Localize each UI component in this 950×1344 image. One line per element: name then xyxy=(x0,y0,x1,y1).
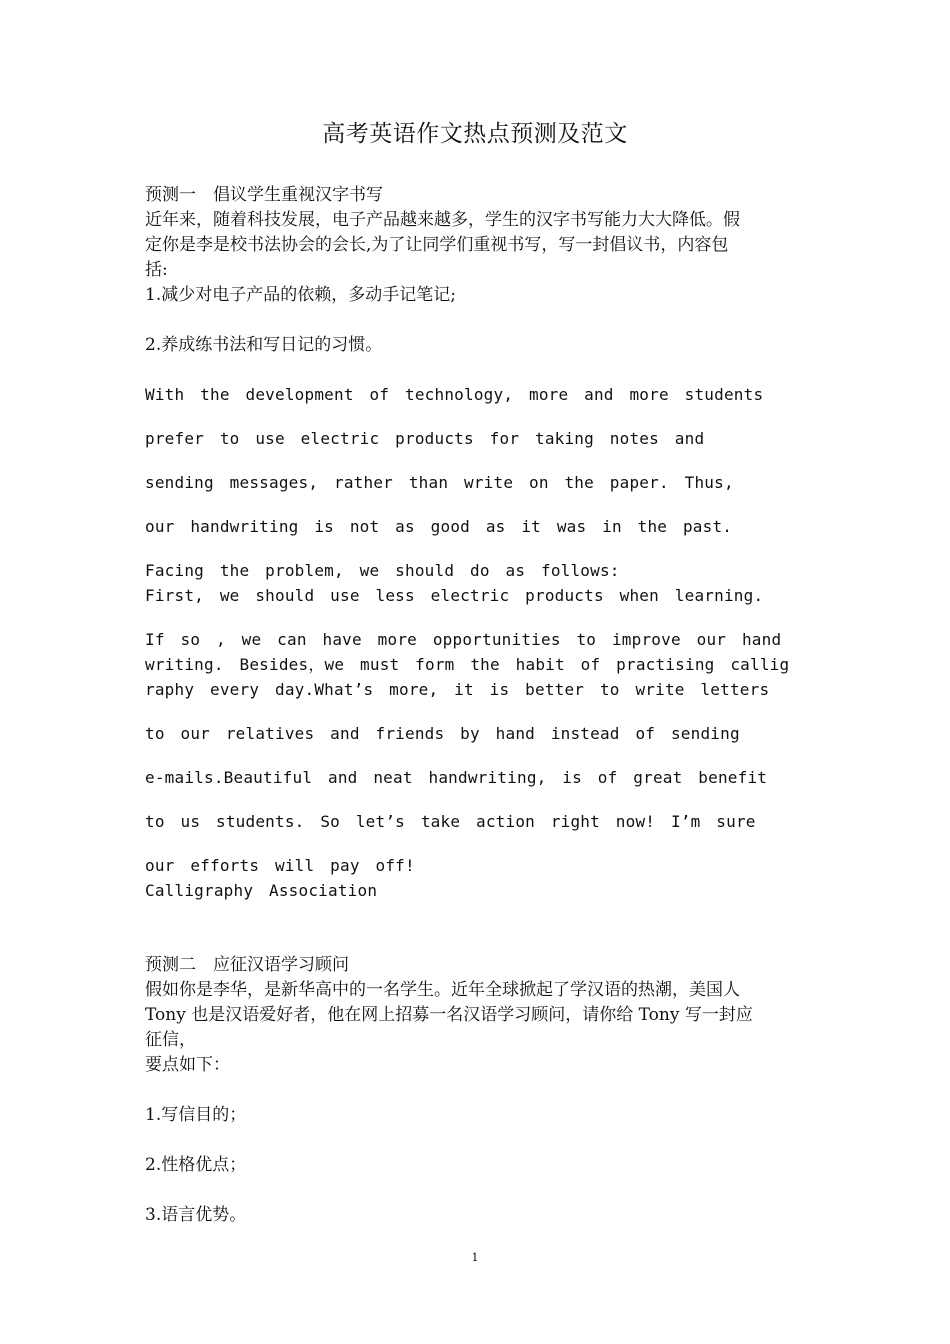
prompt-line: 定你是李是校书法协会的会长,为了让同学们重视书写，写一封倡议书，内容包 xyxy=(145,235,729,255)
requirement-point: 1.写信目的； xyxy=(145,1105,247,1125)
prompt-line: 假如你是李华，是新华高中的一名学生。近年全球掀起了学汉语的热潮，美国人 xyxy=(145,980,740,1000)
requirement-point: 1.减少对电子产品的依赖，多动手记笔记; xyxy=(145,285,456,305)
document-title: 高考英语作文热点预测及范文 xyxy=(322,121,628,147)
essay-line: If so , we can have more opportunities to improve our hand xyxy=(145,630,782,649)
prompt-line: 括: xyxy=(145,260,168,280)
essay-line: prefer to use electric products for taking notes and xyxy=(145,429,705,448)
essay-line: sending messages, rather than write on the paper. Thus, xyxy=(145,473,734,492)
requirement-point: 2.养成练书法和写日记的习惯。 xyxy=(145,335,383,355)
prompt-line: 征信， xyxy=(145,1030,196,1050)
essay-line: to us students. So let’s take action right now! I’m sure xyxy=(145,812,756,831)
essay-line: to our relatives and friends by hand instead of sending xyxy=(145,724,740,743)
essay-line: First, we should use less electric products when learning. xyxy=(145,586,764,605)
section-heading: 预测一 倡议学生重视汉字书写 xyxy=(145,185,383,205)
prompt-line: 近年来，随着科技发展，电子产品越来越多，学生的汉字书写能力大大降低。假 xyxy=(145,210,740,230)
essay-line: our handwriting is not as good as it was in the past. xyxy=(145,517,733,536)
prompt-line: 要点如下： xyxy=(145,1055,230,1075)
essay-line: raphy every day.What’s more, it is better to write letters xyxy=(145,680,770,699)
essay-signature: Calligraphy Association xyxy=(145,881,378,900)
page-number: 1 xyxy=(471,1251,479,1264)
essay-line: writing. Besides，we must form the habit of practising callig xyxy=(145,655,790,674)
prompt-line: Tony 也是汉语爱好者，他在网上招募一名汉语学习顾问，请你给 Tony 写一封应 xyxy=(145,1005,753,1025)
section-heading: 预测二 应征汉语学习顾问 xyxy=(145,955,349,975)
essay-line: e-mails.Beautiful and neat handwriting, is of great benefit xyxy=(145,768,768,787)
essay-line: our efforts will pay off! xyxy=(145,856,415,875)
requirement-point: 3.语言优势。 xyxy=(145,1205,247,1225)
essay-line: Facing the problem, we should do as follows: xyxy=(145,561,620,580)
essay-line: With the development of technology, more and more students xyxy=(145,385,764,404)
requirement-point: 2.性格优点； xyxy=(145,1155,247,1175)
